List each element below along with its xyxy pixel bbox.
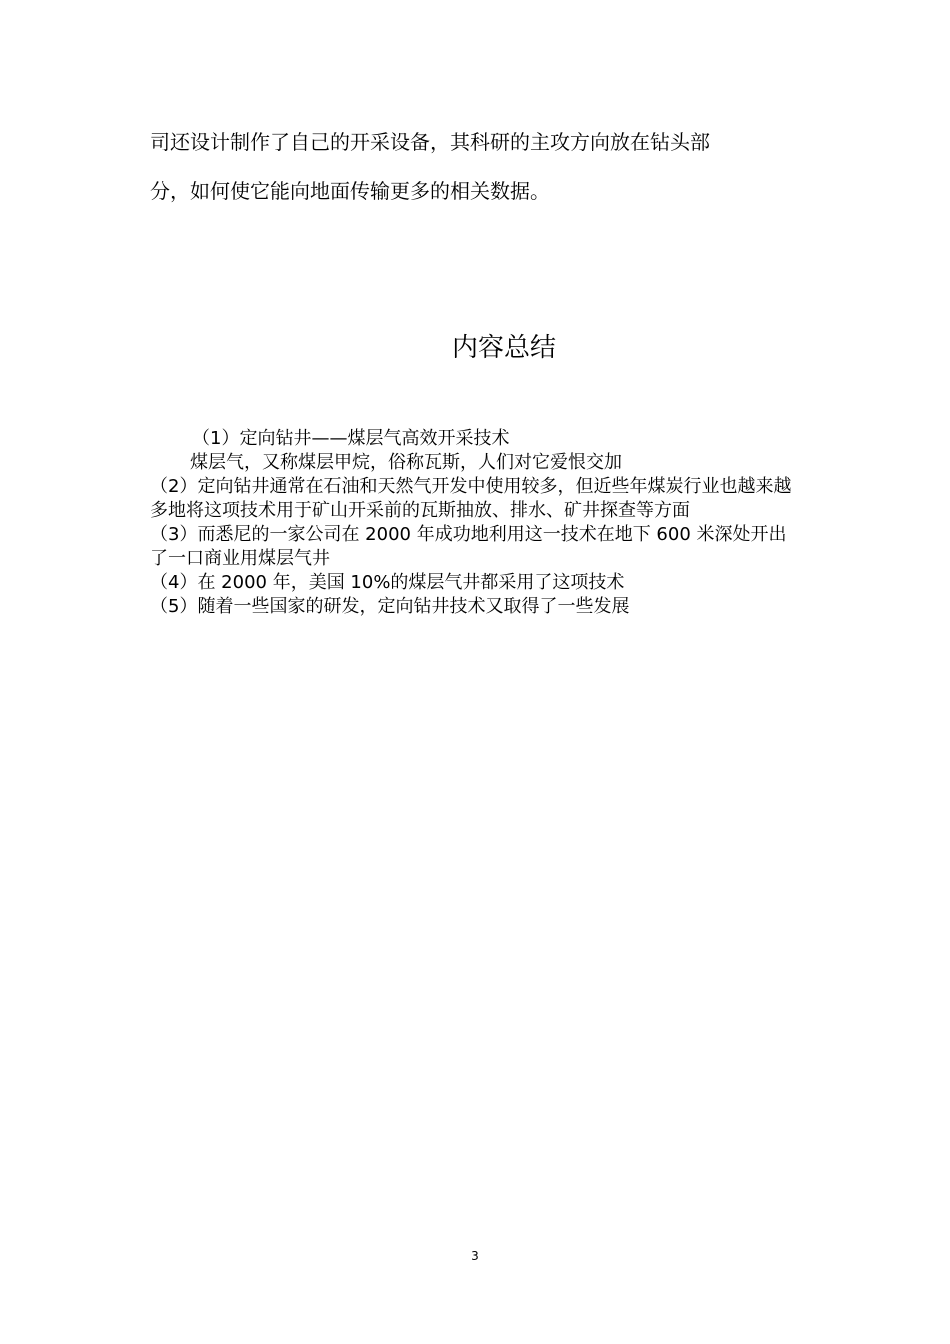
summary-item-4: （4）在 2000 年，美国 10%的煤层气井都采用了这项技术 — [150, 572, 625, 593]
intro-line-1: 司还设计制作了自己的开采设备，其科研的主攻方向放在钻头部 — [150, 130, 710, 154]
summary-item-5: （5）随着一些国家的研发，定向钻井技术又取得了一些发展 — [150, 596, 630, 617]
page-number: 3 — [471, 1249, 479, 1263]
summary-item-2: （2）定向钻井通常在石油和天然气开发中使用较多，但近些年煤炭行业也越来越多地将这项技术用于矿山开采前的瓦斯抽放、排水、矿井探查等方面 — [150, 476, 792, 521]
intro-paragraph — [150, 118, 810, 216]
summary-item-3: （3）而悉尼的一家公司在 2000 年成功地利用这一技术在地下 600 米深处开出了一口商业用煤层气井 — [150, 524, 787, 569]
summary-item-1: （1）定向钻井——煤层气高效开采技术 — [192, 428, 510, 449]
summary-item-1-sub: 煤层气，又称煤层甲烷，俗称瓦斯，人们对它爱恨交加 — [190, 452, 622, 473]
section-title: 内容总结 — [451, 333, 556, 363]
summary-list — [150, 427, 800, 619]
intro-line-2: 分，如何使它能向地面传输更多的相关数据。 — [150, 179, 550, 203]
